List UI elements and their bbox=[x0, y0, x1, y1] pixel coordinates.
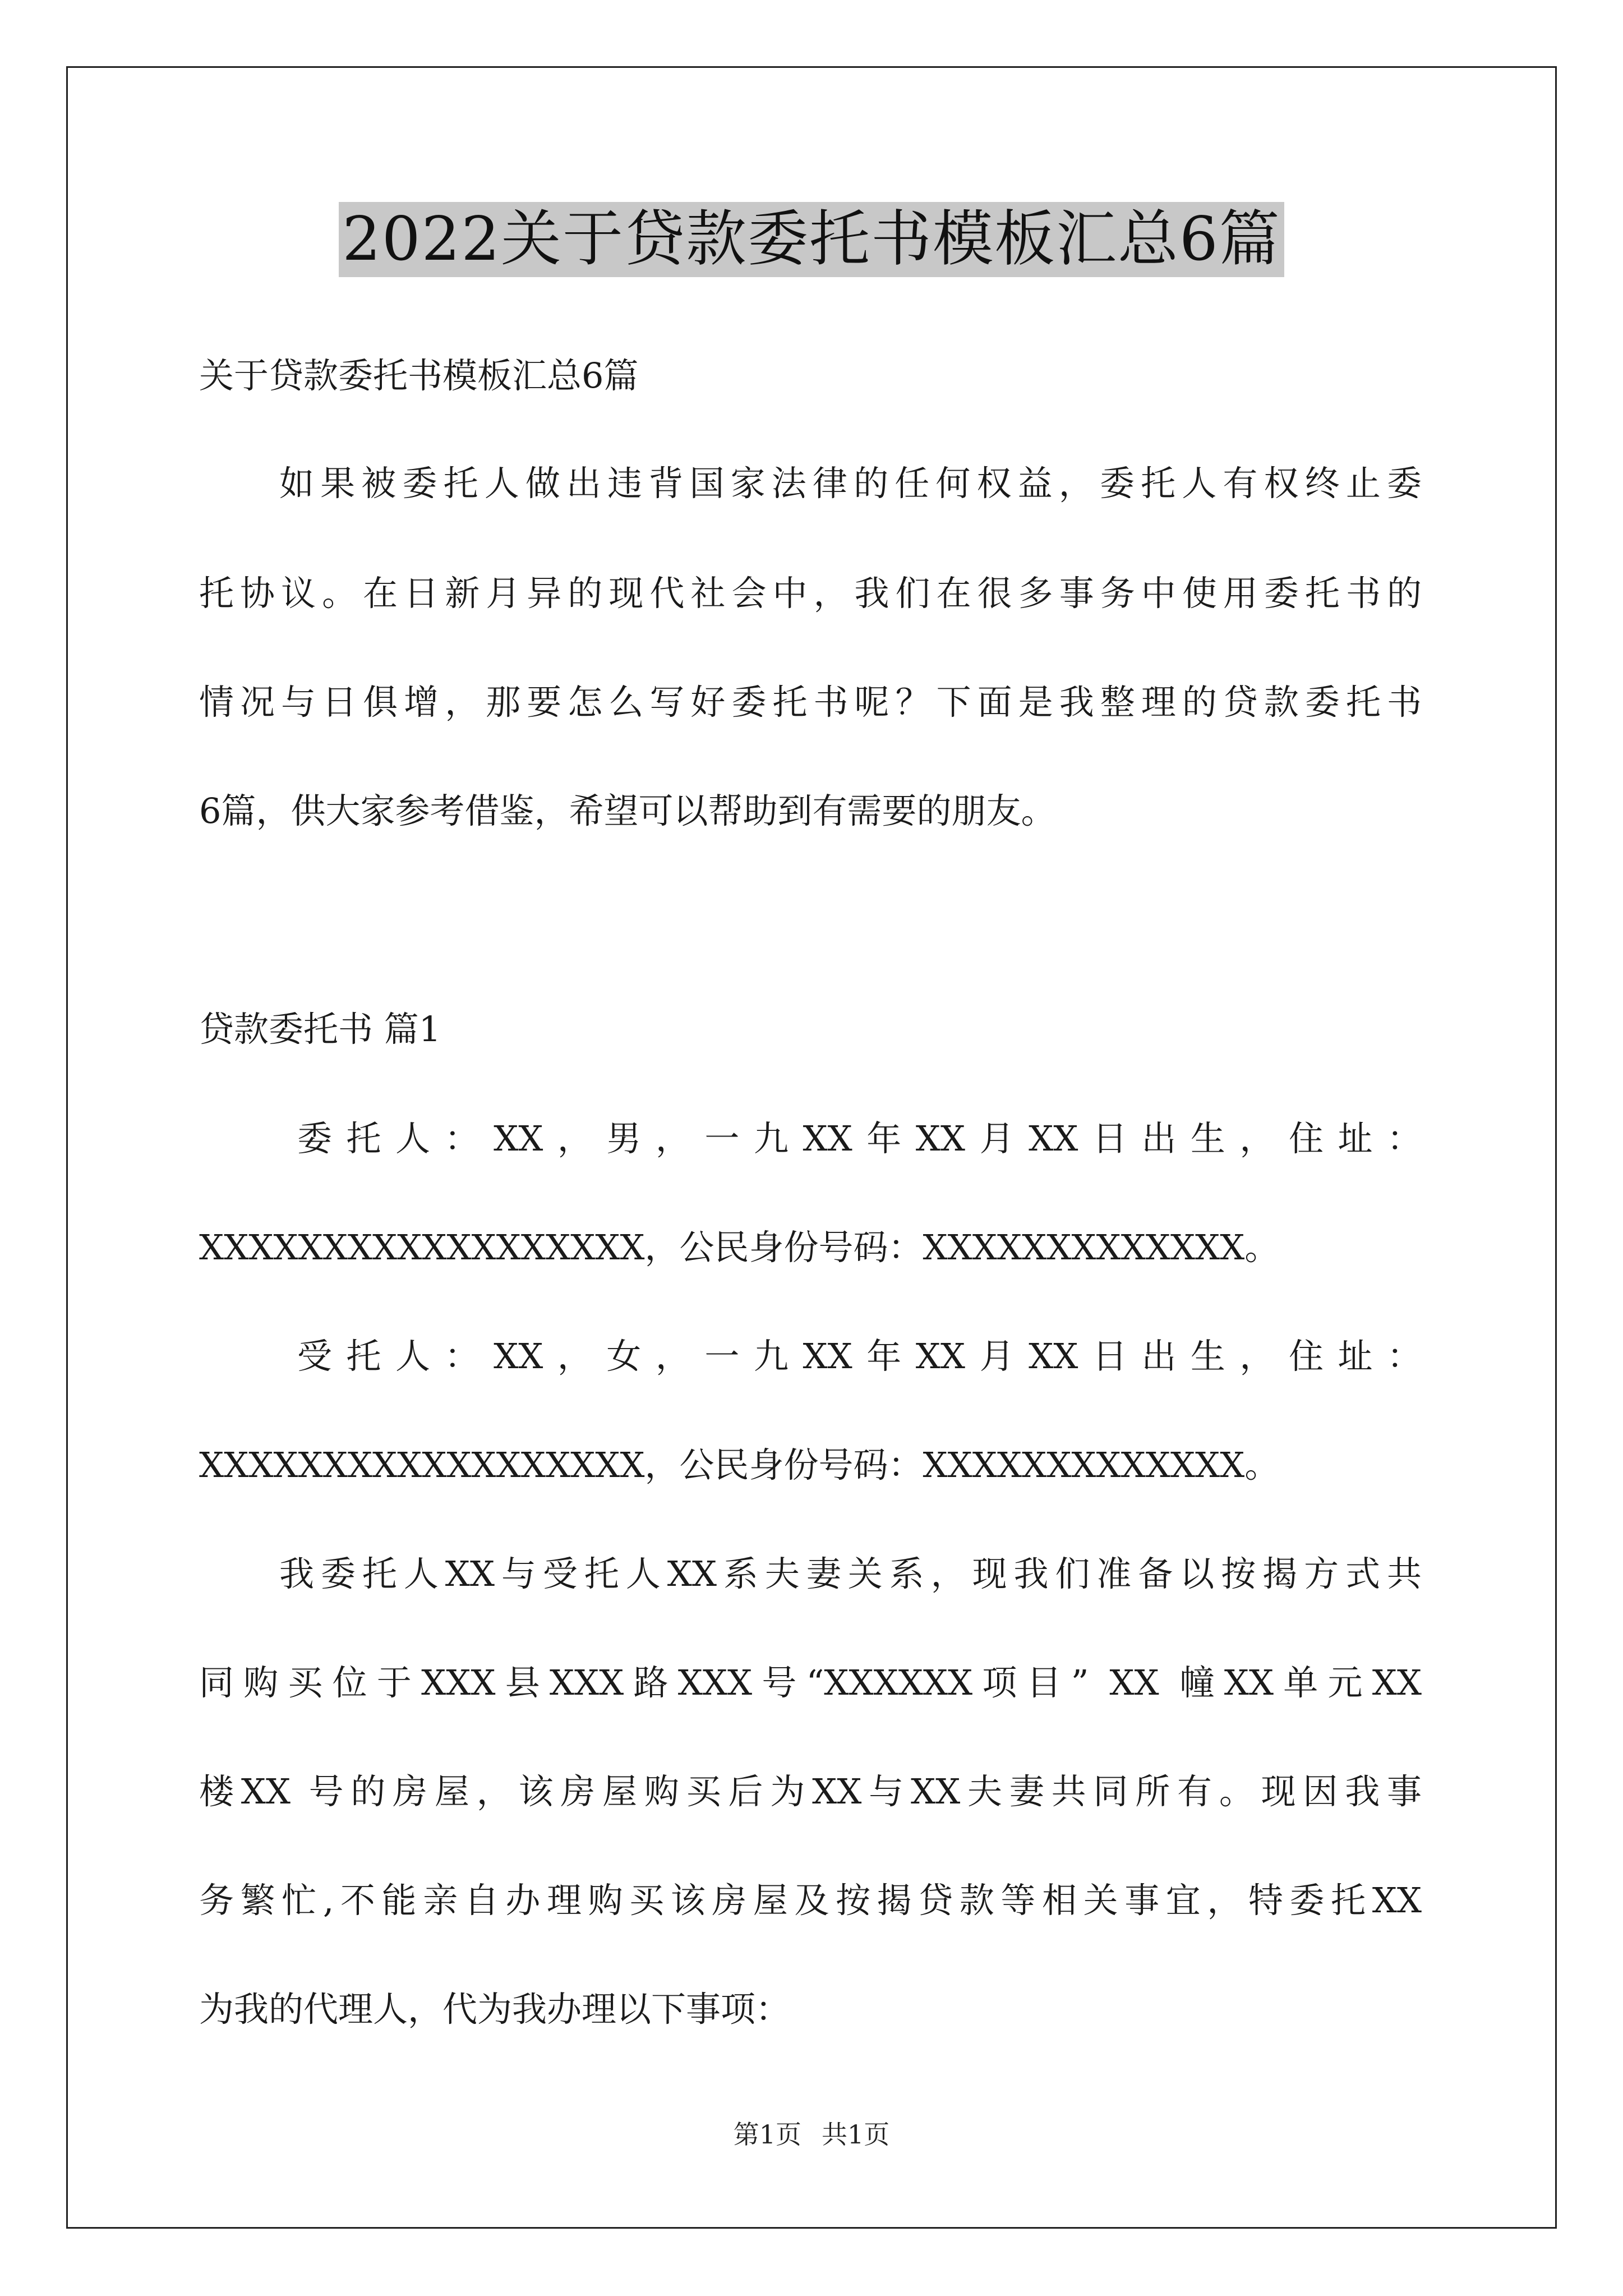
intro-line-2: 托协议。在日新月异的现代社会中，我们在很多事务中使用委托书的 bbox=[199, 573, 1422, 614]
principal-line-1: 委托人：XX，男，一九XX年XX月XX日出生，住址： bbox=[297, 1118, 1422, 1159]
body-line-4: 务繁忙,不能亲自办理购买该房屋及按揭贷款等相关事宜，特委托XX bbox=[199, 1880, 1422, 1921]
agent-line-1: 受托人：XX，女，一九XX年XX月XX日出生，住址： bbox=[297, 1336, 1422, 1377]
section-heading: 贷款委托书 篇1 bbox=[199, 1009, 441, 1050]
body-line-2: 同购买位于XXX县XXX路XXX号“XXXXXX项目” XX 幢XX单元XX bbox=[199, 1662, 1422, 1703]
intro-line-3: 情况与日俱增，那要怎么写好委托书呢？下面是我整理的贷款委托书 bbox=[199, 682, 1422, 723]
page-footer bbox=[0, 2118, 1623, 2151]
intro-line-1: 如果被委托人做出违背国家法律的任何权益，委托人有权终止委 bbox=[279, 463, 1422, 504]
body-line-3: 楼XX 号的房屋，该房屋购买后为XX与XX夫妻共同所有。现因我事 bbox=[199, 1771, 1422, 1812]
document-subtitle: 关于贷款委托书模板汇总6篇 bbox=[199, 355, 639, 396]
principal-line-2: XXXXXXXXXXXXXXXXXX，公民身份号码：XXXXXXXXXXXXX。 bbox=[199, 1227, 1280, 1268]
agent-line-2: XXXXXXXXXXXXXXXXXX，公民身份号码：XXXXXXXXXXXXX。 bbox=[199, 1444, 1280, 1485]
intro-line-4: 6篇，供大家参考借鉴，希望可以帮助到有需要的朋友。 bbox=[199, 790, 1056, 831]
document-title: 2022关于贷款委托书模板汇总6篇 bbox=[339, 202, 1284, 277]
body-line-1: 我委托人XX与受托人XX系夫妻关系，现我们准备以按揭方式共 bbox=[279, 1553, 1422, 1594]
body-line-5: 为我的代理人，代为我办理以下事项： bbox=[199, 1989, 791, 2030]
title-container bbox=[0, 202, 1623, 277]
page-number: 第1页 bbox=[733, 2119, 801, 2150]
page-total: 共1页 bbox=[822, 2119, 890, 2150]
